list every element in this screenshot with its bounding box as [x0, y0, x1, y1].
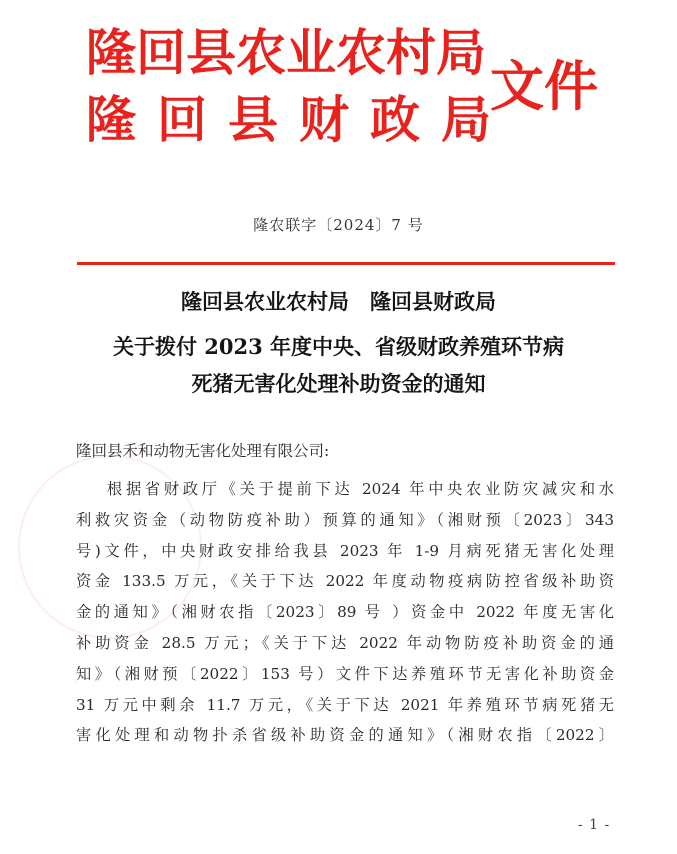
- red-divider: [77, 262, 615, 265]
- body-line: 资金 133.5 万元，《关于下达 2022 年度动物疫病防控省级补助资: [76, 572, 614, 591]
- body-line: 害化处理和动物扑杀省级补助资金的通知》（湘财农指〔2022〕: [76, 726, 614, 745]
- body-line: 知》（湘财预〔2022〕153 号）文件下达养殖环节无害化补助资金: [76, 664, 614, 683]
- document-number: 隆农联字〔2024〕7 号: [253, 216, 424, 234]
- title-line-2: 关于拨付 2023 年度中央、省级财政养殖环节病: [112, 334, 565, 359]
- body-text: [76, 474, 614, 751]
- title-line-3: 死猪无害化处理补助资金的通知: [191, 371, 486, 396]
- body-line: 根据省财政厅《关于提前下达 2024 年中央农业防灾减灾和水: [107, 480, 614, 498]
- issuing-dept-agriculture: 隆回县农业农村局: [86, 24, 486, 82]
- body-line: 补助资金 28.5 万元；《关于下达 2022 年动物防疫补助资金的通: [76, 633, 614, 652]
- body-line: 利救灾资金（动物防疫补助）预算的通知》（湘财预〔2023〕343: [76, 510, 614, 529]
- page-number: - 1 -: [578, 817, 611, 833]
- title-line-1: 隆回县农业农村局 隆回县财政局: [181, 289, 496, 314]
- body-line: 号)文件，中央财政安排给我县 2023 年 1-9 月病死猪无害化处理: [76, 541, 614, 560]
- body-line: 31 万元中剩余 11.7 万元，《关于下达 2021 年养殖环节病死猪无: [76, 695, 614, 714]
- issuing-dept-finance: 隆回县财政局: [86, 91, 512, 149]
- header-document-label: 文件: [490, 55, 598, 118]
- body-line: 金的通知》（湘财农指〔2023〕89 号 ）资金中 2022 年度无害化: [76, 603, 614, 622]
- addressee: 隆回县禾和动物无害化处理有限公司:: [76, 442, 330, 460]
